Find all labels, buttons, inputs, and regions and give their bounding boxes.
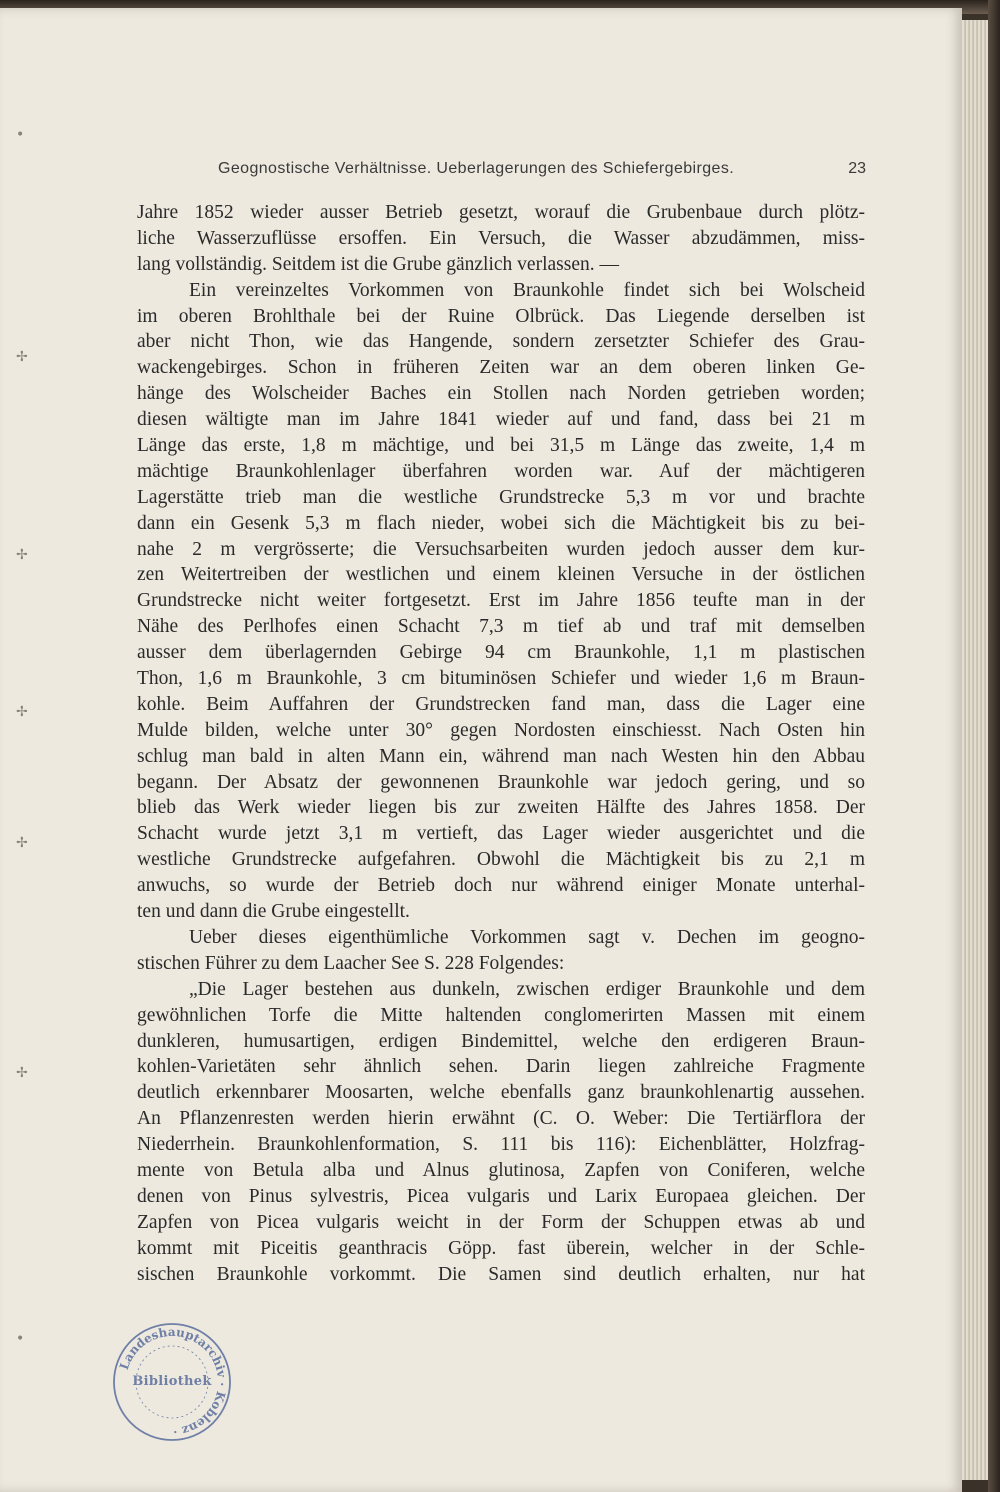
text-line: sischen Braunkohle vorkommt. Die Samen sind deutlich erhalten, nur hat xyxy=(137,1263,865,1285)
text-line: Länge das erste, 1,8 m mächtige, und bei 31,5 m Länge das zweite, 1,4 m xyxy=(137,435,865,457)
text-line: gewöhnlichen Torfe die Mitte haltenden conglomerirten Massen mit einem xyxy=(137,1004,865,1026)
margin-mark: • xyxy=(16,127,25,143)
text-line: Ein vereinzeltes Vorkommen von Braunkohle findet sich bei Wolscheid xyxy=(189,279,865,301)
margin-mark: • xyxy=(16,1331,25,1347)
text-line: Grundstrecke nicht weiter fortgesetzt. Erst im Jahre 1856 teufte man in der xyxy=(137,590,865,612)
text-line: zen Weitertreiben der westlichen und einem kleinen Versuche in der östlichen xyxy=(137,564,865,586)
text-line: dunkleren, humusartigen, erdigen Bindemittel, welche den erdigeren Braun- xyxy=(137,1030,865,1052)
text-line: liche Wasserzuflüsse ersoffen. Ein Versuch, die Wasser abzudämmen, miss- xyxy=(137,227,865,249)
text-line: Jahre 1852 wieder ausser Betrieb gesetzt, worauf die Grubenbaue durch plötz- xyxy=(137,202,865,223)
text-line: Zapfen von Picea vulgaris weicht in der Form der Schuppen etwas ab und xyxy=(137,1211,865,1233)
text-line: An Pflanzenresten werden hierin erwähnt (C. O. Weber: Die Tertiärflora der xyxy=(137,1108,865,1130)
body-text xyxy=(137,200,865,1287)
text-line: dann ein Gesenk 5,3 m flach nieder, wobei sich die Mächtigkeit bis zu bei- xyxy=(137,512,865,534)
text-line: deutlich erkennbarer Moosarten, welche ebenfalls ganz braunkohlenartig aussehen. xyxy=(137,1082,865,1104)
text-line: begann. Der Absatz der gewonnenen Braunkohle war jedoch gering, und so xyxy=(137,771,865,793)
running-header xyxy=(218,160,866,184)
text-line: Lagerstätte trieb man die westliche Grundstrecke 5,3 m vor und brachte xyxy=(137,486,865,508)
page-stack-edge xyxy=(962,20,988,1480)
text-line: Ueber dieses eigenthümliche Vorkommen sagt v. Dechen im geogno- xyxy=(189,926,865,948)
text-line: mente von Betula alba und Alnus glutinosa, Zapfen von Coniferen, welche xyxy=(137,1159,865,1181)
svg-text:Landeshauptarchiv · Koblenz ·: Landeshauptarchiv · Koblenz · xyxy=(116,1324,230,1440)
text-line: denen von Pinus sylvestris, Picea vulgaris und Larix Europaea gleichen. Der xyxy=(137,1185,865,1207)
margin-mark: ✢ xyxy=(16,835,28,851)
text-line: aber nicht Thon, wie das Hangende, sondern zersetzter Schiefer des Grau- xyxy=(137,331,865,353)
text-line: wackengebirges. Schon in früheren Zeiten war an dem oberen linken Ge- xyxy=(137,357,865,379)
text-line: schlug man bald in alten Mann ein, während man nach Westen hin den Abbau xyxy=(137,745,865,767)
text-line: kohlen-Varietäten sehr ähnlich sehen. Darin liegen zahlreiche Fragmente xyxy=(137,1056,865,1078)
text-line: Mulde bilden, welche unter 30° gegen Nordosten einschiesst. Nach Osten hin xyxy=(137,719,865,741)
text-line: kohle. Beim Auffahren der Grundstrecken fand man, dass die Lager eine xyxy=(137,693,865,715)
text-line: Schacht wurde jetzt 3,1 m vertieft, das Lager wieder ausgerichtet und die xyxy=(137,823,865,845)
margin-mark: ✢ xyxy=(16,1065,28,1081)
running-title: Geognostische Verhältnisse. Ueberlagerungen des Schiefergebirges. xyxy=(218,160,735,177)
stamp-center-text: Bibliothek xyxy=(132,1374,212,1389)
library-stamp xyxy=(108,1318,236,1446)
text-line: Niederrhein. Braunkohlenformation, S. 111 bis 116): Eichenblätter, Holzfrag- xyxy=(137,1134,865,1156)
text-line: anwuchs, so wurde der Betrieb doch nur während einiger Monate unterhal- xyxy=(137,875,865,897)
text-line: Thon, 1,6 m Braunkohle, 3 cm bituminösen Schiefer und wieder 1,6 m Braun- xyxy=(137,668,865,690)
text-line: ausser dem überlagernden Gebirge 94 cm Braunkohle, 1,1 m plastischen xyxy=(137,642,865,664)
text-line: stischen Führer zu dem Laacher See S. 228 Folgendes: xyxy=(137,952,565,974)
book-cover-edge xyxy=(988,0,1000,1492)
text-line: westliche Grundstrecke aufgefahren. Obwohl die Mächtigkeit bis zu 2,1 m xyxy=(137,849,865,871)
text-line: Nähe des Perlhofes einen Schacht 7,3 m tief ab und traf mit demselben xyxy=(137,616,865,638)
text-line: im oberen Brohlthale bei der Ruine Olbrück. Das Liegende derselben ist xyxy=(137,305,865,327)
page-number: 23 xyxy=(848,160,866,177)
text-line: mächtige Braunkohlenlager überfahren worden war. Auf der mächtigeren xyxy=(137,460,865,482)
text-line: „Die Lager bestehen aus dunkeln, zwischen erdiger Braunkohle und dem xyxy=(189,978,865,1000)
margin-mark: ✢ xyxy=(16,547,28,563)
text-line: diesen wältigte man im Jahre 1841 wieder auf und fand, dass bei 21 m xyxy=(137,409,865,431)
text-line: blieb das Werk wieder liegen bis zur zweiten Hälfte des Jahres 1858. Der xyxy=(137,797,865,819)
margin-mark: ✢ xyxy=(16,349,28,365)
margin-mark: ✢ xyxy=(16,704,28,720)
text-line: lang vollständig. Seitdem ist die Grube gänzlich verlassen. — xyxy=(137,253,619,275)
text-line: kommt mit Piceitis geanthracis Göpp. fast überein, welcher in der Schle- xyxy=(137,1237,865,1259)
text-line: ten und dann die Grube eingestellt. xyxy=(137,901,410,923)
text-line: hänge des Wolscheider Baches ein Stollen nach Norden getrieben worden; xyxy=(137,383,865,405)
text-line: nahe 2 m vergrösserte; die Versuchsarbeiten wurden jedoch ausser dem kur- xyxy=(137,538,865,560)
